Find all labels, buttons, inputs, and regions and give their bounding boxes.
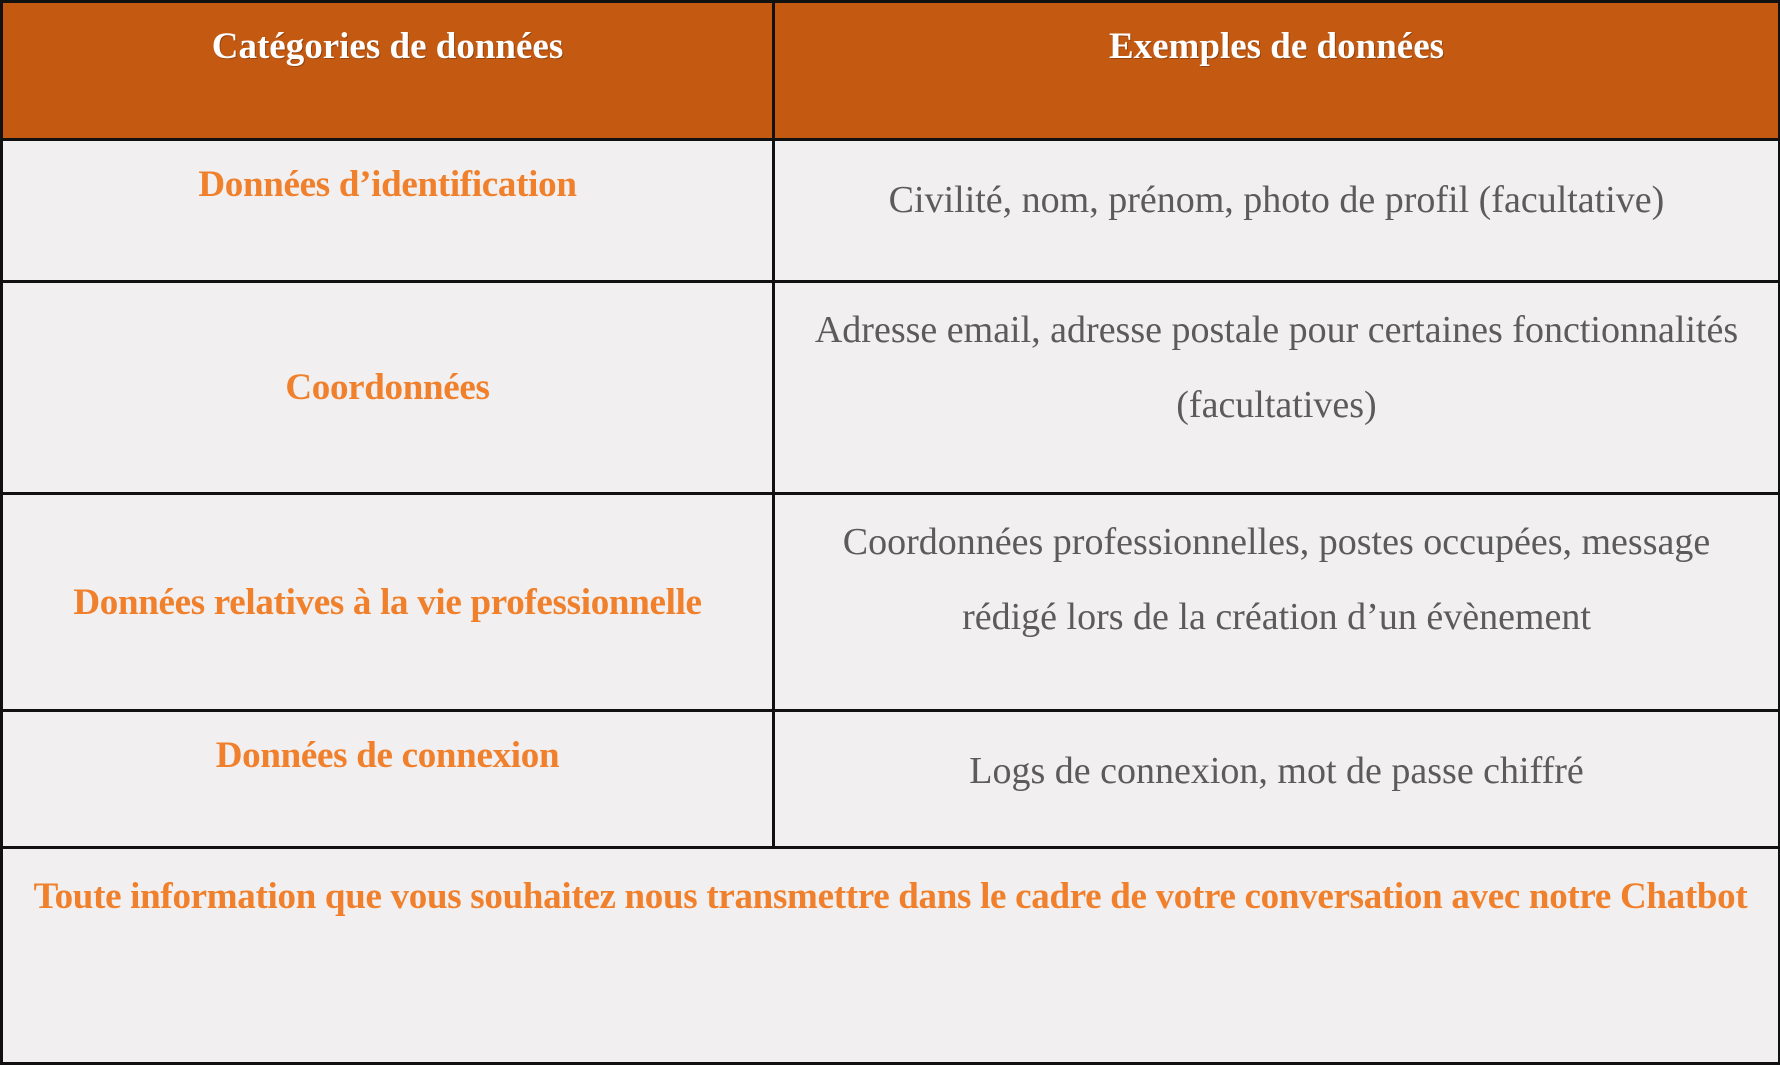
- table-row: [2, 711, 1780, 848]
- category-cell: Données d’identification: [2, 140, 774, 282]
- footer-note-row: [2, 848, 1780, 1064]
- category-cell: Coordonnées: [2, 282, 774, 494]
- examples-cell: Logs de connexion, mot de passe chiffré: [774, 711, 1780, 848]
- table-row: [2, 494, 1780, 711]
- footer-note: Toute information que vous souhaitez nous transmettre dans le cadre de votre conversation avec notre Chatbot: [2, 848, 1780, 1064]
- table-row: [2, 140, 1780, 282]
- examples-cell: Adresse email, adresse postale pour certaines fonctionnalités (facultatives): [774, 282, 1780, 494]
- header-examples: Exemples de données: [774, 2, 1780, 140]
- table-row: [2, 282, 1780, 494]
- examples-cell: Civilité, nom, prénom, photo de profil (facultative): [774, 140, 1780, 282]
- category-cell: Données de connexion: [2, 711, 774, 848]
- header-categories: Catégories de données: [2, 2, 774, 140]
- category-cell: Données relatives à la vie professionnelle: [2, 494, 774, 711]
- table-header-row: [2, 2, 1780, 140]
- examples-cell: Coordonnées professionnelles, postes occupées, message rédigé lors de la création d’un évènement: [774, 494, 1780, 711]
